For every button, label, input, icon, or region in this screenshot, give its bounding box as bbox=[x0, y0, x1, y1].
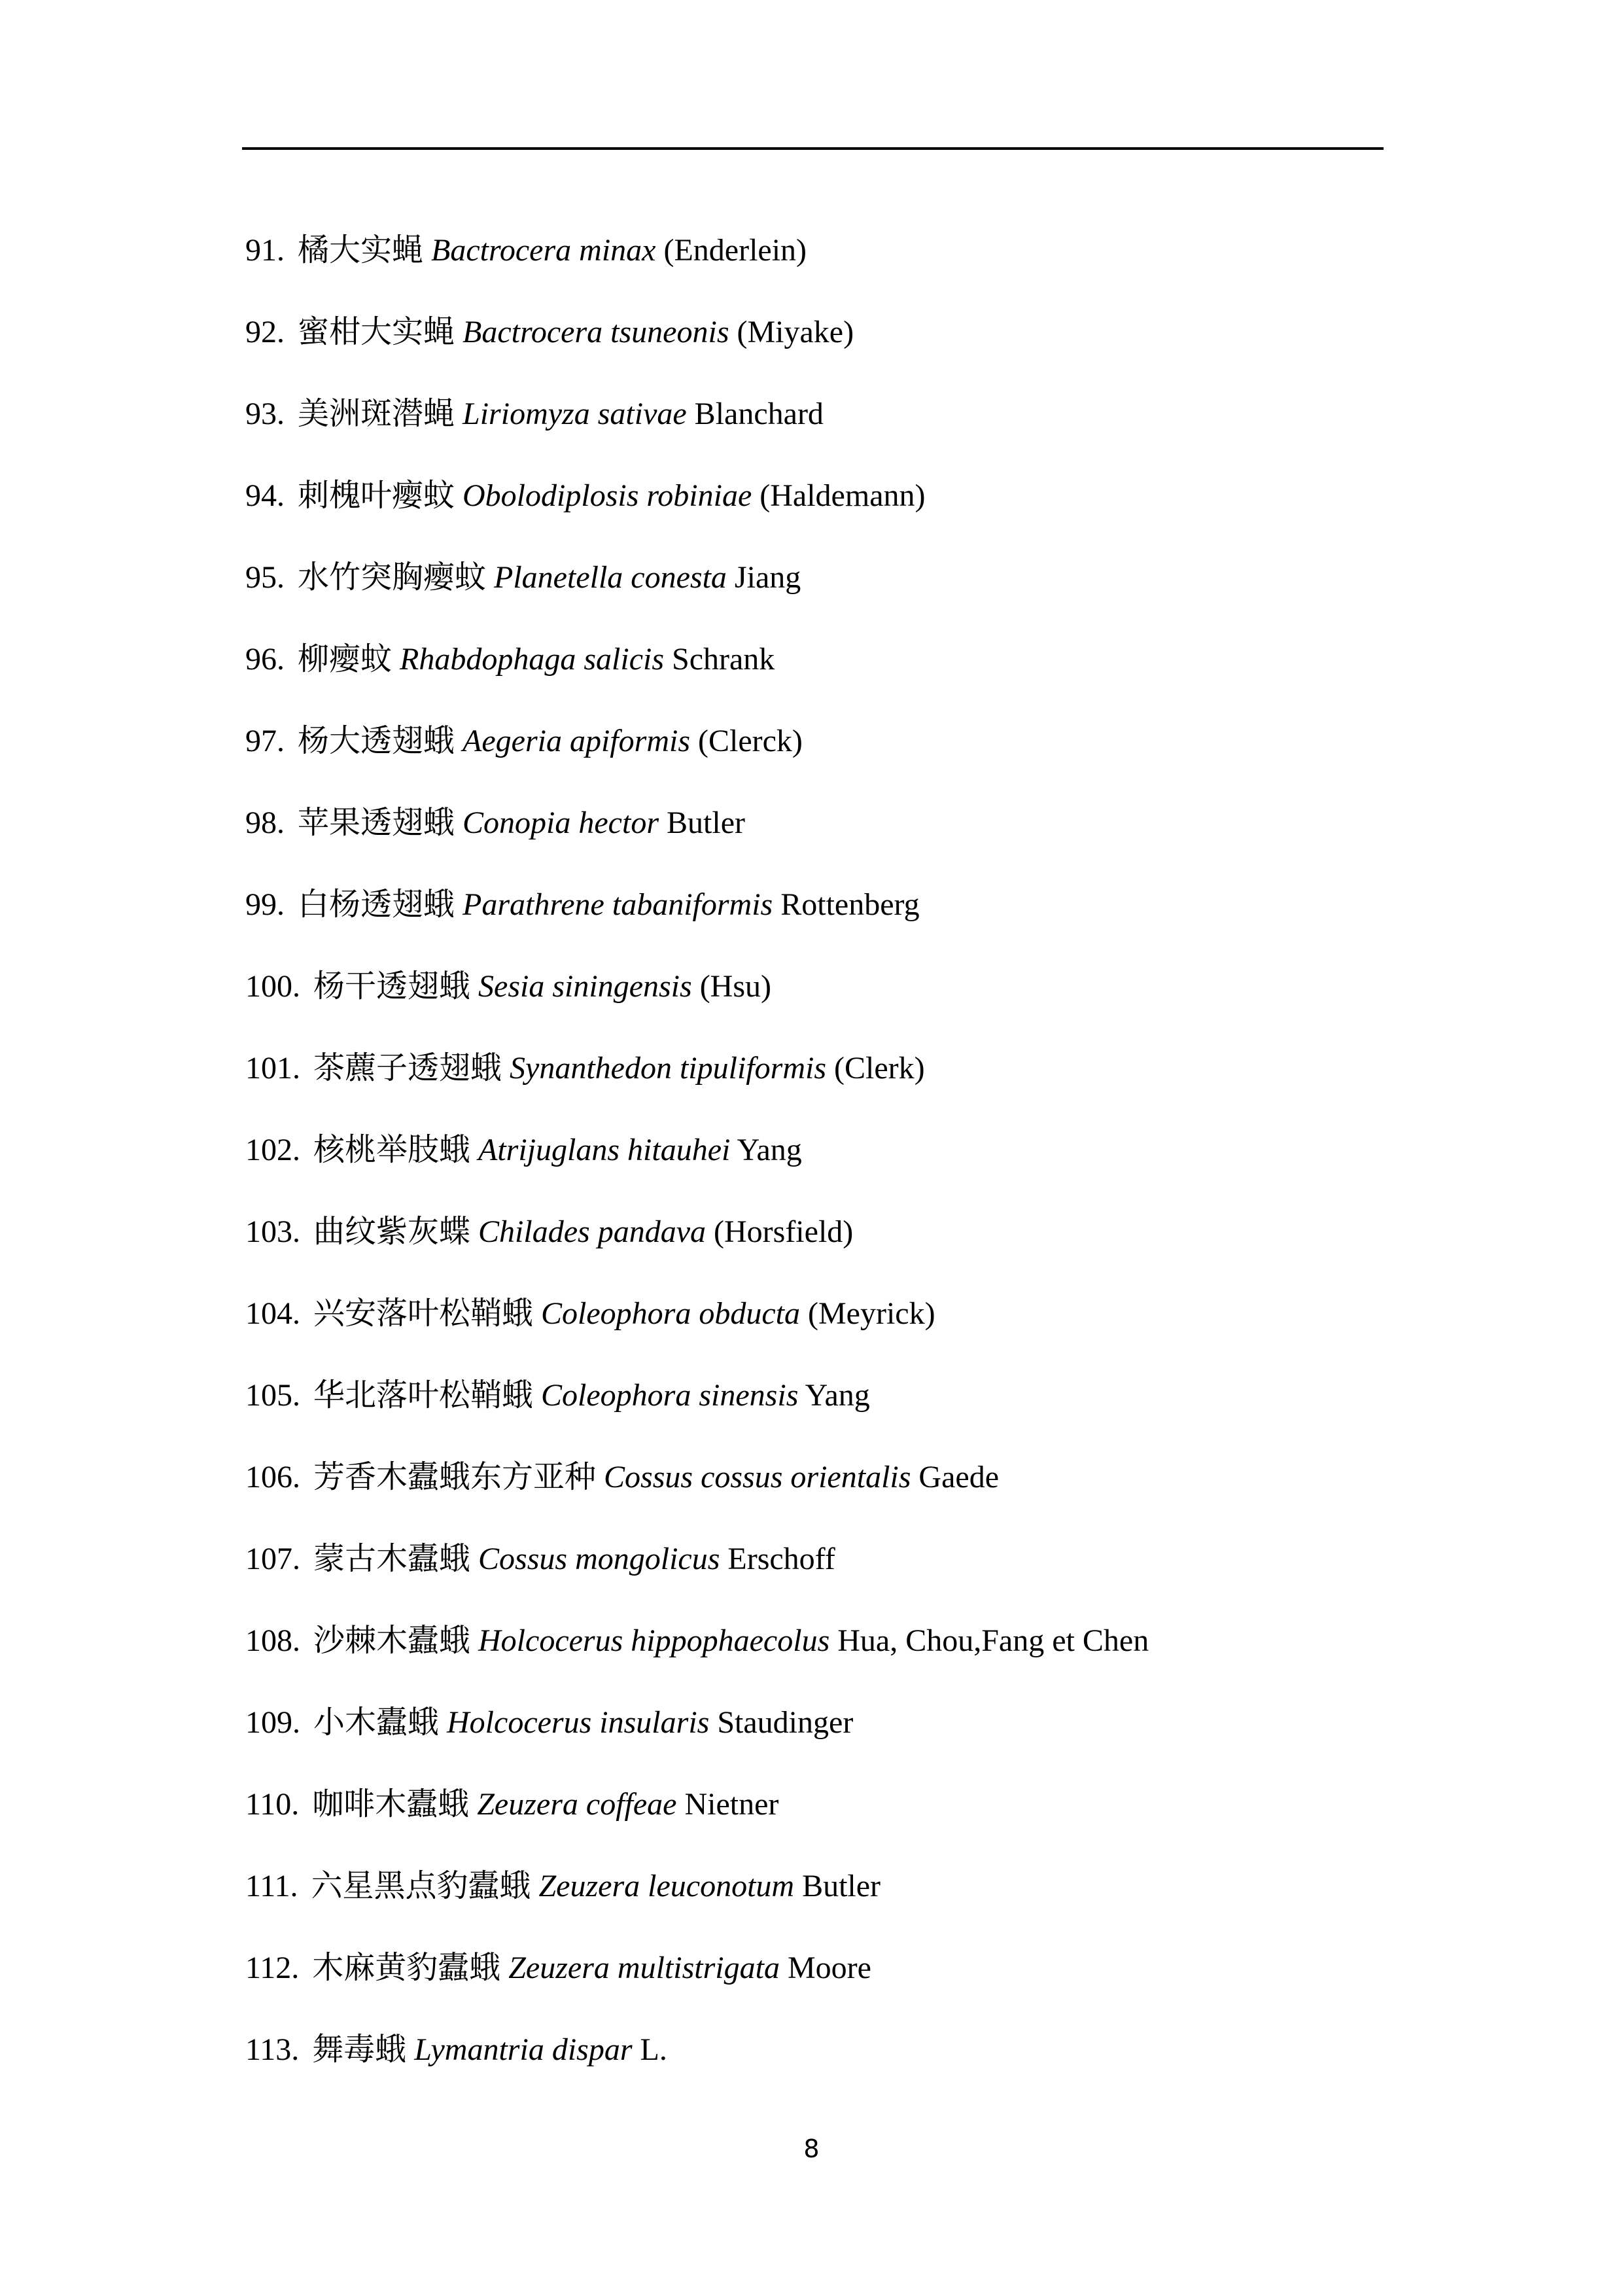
entry-number: 96. bbox=[245, 642, 285, 677]
list-item bbox=[245, 965, 1488, 1047]
page-number: 8 bbox=[803, 2134, 820, 2163]
scientific-name: Coleophora sinensis bbox=[541, 1378, 799, 1413]
chinese-name: 蜜柑大实蝇 bbox=[298, 315, 463, 349]
scientific-name: Parathrene tabaniformis bbox=[462, 887, 773, 922]
chinese-name: 核桃举肢蛾 bbox=[313, 1133, 471, 1167]
author-name: L. bbox=[640, 2032, 667, 2067]
chinese-name: 橘大实蝇 bbox=[298, 233, 424, 268]
list-item bbox=[245, 1129, 1488, 1210]
chinese-name: 兴安落叶松鞘蛾 bbox=[313, 1296, 534, 1331]
scientific-name: Cossus cossus orientalis bbox=[604, 1460, 911, 1494]
entry-number: 101. bbox=[245, 1051, 300, 1086]
entry-number: 98. bbox=[245, 805, 285, 840]
scientific-name: Atrijuglans hitauhei bbox=[478, 1133, 731, 1167]
list-item bbox=[245, 311, 1488, 393]
chinese-name: 木麻黄豹蠹蛾 bbox=[312, 1951, 501, 1985]
entry-number: 91. bbox=[245, 233, 285, 268]
list-item bbox=[245, 556, 1488, 638]
entry-number: 106. bbox=[245, 1460, 300, 1494]
chinese-name: 六星黑点豹蠹蛾 bbox=[311, 1869, 531, 1903]
header-rule bbox=[242, 147, 1384, 150]
scientific-name: Holcocerus hippophaecolus bbox=[478, 1623, 830, 1658]
list-item bbox=[245, 883, 1488, 965]
chinese-name: 芳香木蠹蛾东方亚种 bbox=[313, 1460, 597, 1494]
author-name: (Clerck) bbox=[698, 724, 803, 758]
scientific-name: Cossus mongolicus bbox=[478, 1542, 720, 1576]
author-name: Butler bbox=[667, 805, 745, 840]
scientific-name: Zeuzera multistrigata bbox=[508, 1951, 780, 1985]
chinese-name: 美洲斑潜蝇 bbox=[298, 397, 455, 431]
list-item bbox=[245, 1047, 1488, 1129]
chinese-name: 苹果透翅蛾 bbox=[298, 805, 455, 840]
chinese-name: 水竹突胸瘿蚊 bbox=[298, 560, 487, 595]
author-name: Erschoff bbox=[727, 1542, 835, 1576]
scientific-name: Liriomyza sativae bbox=[462, 397, 687, 431]
entry-number: 109. bbox=[245, 1705, 300, 1740]
scientific-name: Synanthedon tipuliformis bbox=[510, 1051, 826, 1086]
author-name: Gaede bbox=[918, 1460, 999, 1494]
chinese-name: 曲纹紫灰蝶 bbox=[313, 1214, 471, 1249]
list-item bbox=[245, 802, 1488, 883]
author-name: (Clerk) bbox=[834, 1051, 925, 1086]
entry-number: 92. bbox=[245, 315, 285, 349]
author-name: Blanchard bbox=[694, 397, 824, 431]
scientific-name: Sesia siningensis bbox=[478, 969, 692, 1004]
entry-number: 94. bbox=[245, 478, 285, 513]
entry-number: 95. bbox=[245, 560, 285, 595]
list-item bbox=[245, 720, 1488, 802]
chinese-name: 柳瘿蚊 bbox=[298, 642, 393, 677]
entry-number: 93. bbox=[245, 397, 285, 431]
list-item bbox=[245, 1783, 1488, 1865]
author-name: Jiang bbox=[734, 560, 801, 595]
scientific-name: Rhabdophaga salicis bbox=[400, 642, 665, 677]
author-name: Hua, Chou,Fang et Chen bbox=[837, 1623, 1149, 1658]
author-name: Moore bbox=[787, 1951, 871, 1985]
entry-number: 100. bbox=[245, 969, 300, 1004]
author-name: Rottenberg bbox=[780, 887, 920, 922]
scientific-name: Lymantria dispar bbox=[414, 2032, 633, 2067]
entry-number: 102. bbox=[245, 1133, 300, 1167]
list-item bbox=[245, 1538, 1488, 1619]
chinese-name: 茶藨子透翅蛾 bbox=[313, 1051, 502, 1086]
list-item bbox=[245, 2028, 1488, 2110]
author-name: (Enderlein) bbox=[663, 233, 807, 268]
entry-number: 103. bbox=[245, 1214, 300, 1249]
list-item bbox=[245, 1865, 1488, 1947]
scientific-name: Bactrocera tsuneonis bbox=[462, 315, 729, 349]
chinese-name: 舞毒蛾 bbox=[312, 2032, 407, 2067]
scientific-name: Chilades pandava bbox=[478, 1214, 706, 1249]
list-item bbox=[245, 1210, 1488, 1292]
author-name: (Hsu) bbox=[699, 969, 771, 1004]
list-item bbox=[245, 474, 1488, 556]
entry-number: 104. bbox=[245, 1296, 300, 1331]
entry-number: 113. bbox=[245, 2032, 300, 2067]
scientific-name: Zeuzera leuconotum bbox=[538, 1869, 795, 1903]
author-name: (Meyrick) bbox=[808, 1296, 935, 1331]
chinese-name: 华北落叶松鞘蛾 bbox=[313, 1378, 534, 1413]
species-list bbox=[245, 229, 1488, 2110]
author-name: Schrank bbox=[672, 642, 775, 677]
list-item bbox=[245, 638, 1488, 720]
entry-number: 99. bbox=[245, 887, 285, 922]
scientific-name: Holcocerus insularis bbox=[447, 1705, 710, 1740]
list-item bbox=[245, 393, 1488, 474]
list-item bbox=[245, 1292, 1488, 1374]
scientific-name: Conopia hector bbox=[462, 805, 659, 840]
chinese-name: 刺槐叶瘿蚊 bbox=[298, 478, 455, 513]
scientific-name: Coleophora obducta bbox=[541, 1296, 800, 1331]
list-item bbox=[245, 229, 1488, 311]
scientific-name: Obolodiplosis robiniae bbox=[462, 478, 752, 513]
entry-number: 97. bbox=[245, 724, 285, 758]
chinese-name: 杨干透翅蛾 bbox=[313, 969, 471, 1004]
entry-number: 110. bbox=[245, 1787, 300, 1822]
entry-number: 107. bbox=[245, 1542, 300, 1576]
author-name: Yang bbox=[737, 1133, 802, 1167]
author-name: Yang bbox=[805, 1378, 870, 1413]
chinese-name: 蒙古木蠹蛾 bbox=[313, 1542, 471, 1576]
scientific-name: Bactrocera minax bbox=[431, 233, 656, 268]
chinese-name: 咖啡木蠹蛾 bbox=[312, 1787, 470, 1822]
scientific-name: Planetella conesta bbox=[494, 560, 727, 595]
scientific-name: Zeuzera coffeae bbox=[477, 1787, 677, 1822]
author-name: (Haldemann) bbox=[759, 478, 926, 513]
author-name: Nietner bbox=[684, 1787, 779, 1822]
entry-number: 111. bbox=[245, 1869, 298, 1903]
list-item bbox=[245, 1456, 1488, 1538]
entry-number: 105. bbox=[245, 1378, 300, 1413]
scientific-name: Aegeria apiformis bbox=[462, 724, 690, 758]
list-item bbox=[245, 1947, 1488, 2028]
author-name: Butler bbox=[802, 1869, 881, 1903]
list-item bbox=[245, 1374, 1488, 1456]
chinese-name: 小木蠹蛾 bbox=[313, 1705, 440, 1740]
author-name: (Miyake) bbox=[737, 315, 854, 349]
author-name: (Horsfield) bbox=[714, 1214, 854, 1249]
chinese-name: 沙棘木蠹蛾 bbox=[313, 1623, 471, 1658]
chinese-name: 杨大透翅蛾 bbox=[298, 724, 455, 758]
author-name: Staudinger bbox=[717, 1705, 854, 1740]
chinese-name: 白杨透翅蛾 bbox=[298, 887, 463, 922]
list-item bbox=[245, 1619, 1488, 1701]
list-item bbox=[245, 1701, 1488, 1783]
entry-number: 108. bbox=[245, 1623, 300, 1658]
entry-number: 112. bbox=[245, 1951, 300, 1985]
